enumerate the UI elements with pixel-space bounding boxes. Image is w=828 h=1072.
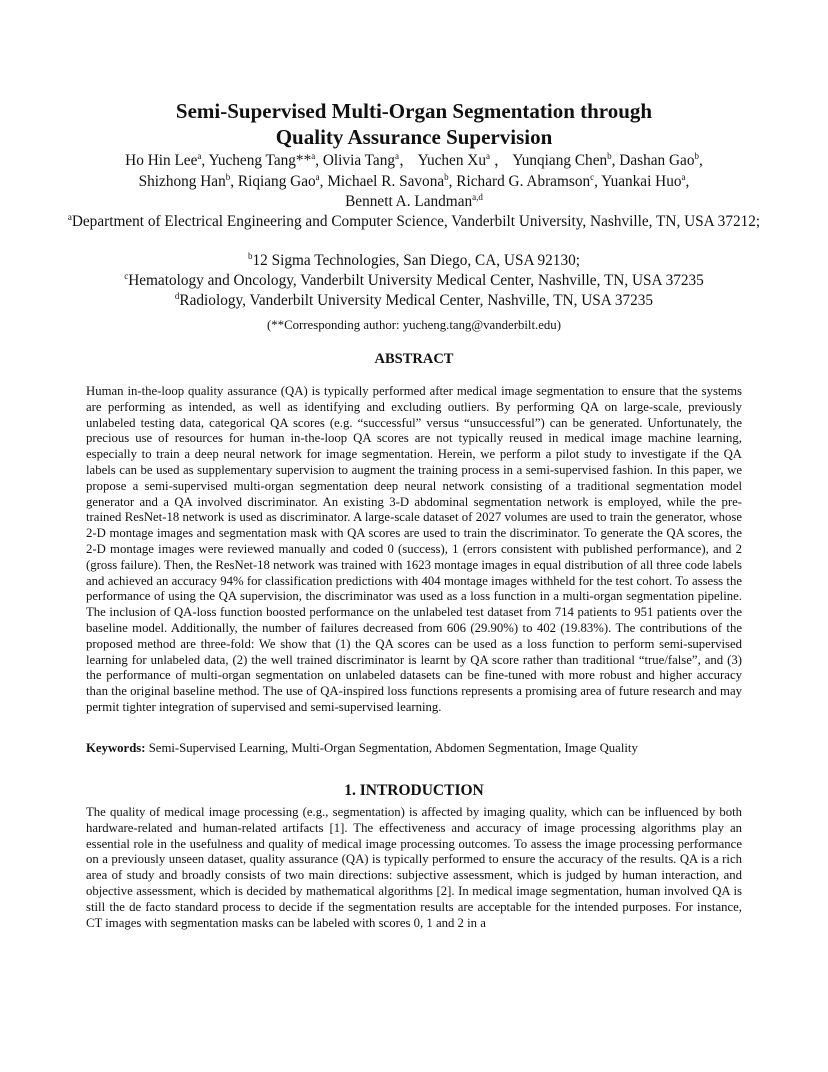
- author: Olivia Tang$^a$，: [322, 150, 418, 169]
- keywords-list: Semi-Supervised Learning, Multi-Organ Segmentation, Abdomen Segmentation, Image Quality: [148, 741, 638, 755]
- affiliation-c: $^c$Hematology and Oncology, Vanderbilt University Medical Center, Nashville, TN, USA 37235: [124, 270, 704, 289]
- keywords: [86, 741, 742, 756]
- introduction-body: The quality of medical image processing (e.g., segmentation) is affected by imaging quality, which can be influenced by both hardware-related and human-related artifacts [1]. The effectiveness and accuracy of image processing algorithms play an essential role in the usefulness and quality of medical image processing outcomes. To assess the image processing performance on a previously unseen dataset, quality assurance (QA) is typically performed to ensure the accuracy of the results. QA is a rich area of study and broadly consists of two main directions: subjective assessment, which is judged by human interaction, and objective assessment, which is decided by mathematical algorithms [2]. In medical image segmentation, human involved QA is still the de facto standard process to decide if the segmentation results are acceptable for the intended purposes. For instance, CT images with segmentation masks can be labeled with scores 0, 1 and 2 in a: [86, 805, 742, 930]
- author: Bennett A. Landman$^{a,d}$: [345, 191, 483, 210]
- abstract-body: Human in-the-loop quality assurance (QA) is typically performed after medical image segmentation to ensure that the systems are performing as intended, as well as identifying and excluding outliers. By performing QA on large-scale, previously unlabeled testing data, categorical QA scores (e.g. “successful” versus “unsuccessful”) can be generated. Unfortunately, the precious use of resources for human in-the-loop QA scores are not typically reused in medical image machine learning, especially to train a deep neural network for image segmentation. Herein, we perform a pilot study to investigate if the QA labels can be used as supplementary supervision to augment the training process in a semi-supervised fashion. In this paper, we propose a semi-supervised multi-organ segmentation deep neural network consisting of a traditional segmentation model generator and a QA involved discriminator. An existing 3-D abdominal segmentation network is employed, while the pre-trained ResNet-18 network is used as discriminator. A large-scale dataset of 2027 volumes are used to train the generator, whose 2-D montage images and segmentation mask with QA scores are used to train the discriminator. To generate the QA scores, the 2-D montage images were reviewed manually and coded 0 (success), 1 (errors consistent with published performance), and 2 (gross failure). Then, the ResNet-18 network was trained with 1623 montage images in equal distribution of all three code labels and achieved an accuracy 94% for classification predictions with 404 montage images withheld for the test cohort. To assess the performance of using the QA supervision, the discriminator was used as a loss function in a multi-organ segmentation pipeline. The inclusion of QA-loss function boosted performance on the unlabeled test dataset from 714 patients to 951 patients over the baseline model. Additionally, the number of failures decreased from 606 (29.90%) to 402 (19.83%). The contributions of the proposed method are three-fold: We show that (1) the QA scores can be used as a loss function to perform semi-supervised learning for unlabeled data, (2) the well trained discriminator is learnt by QA score rather than traditional “true/false”, and (3) the performance of multi-organ segmentation on unlabeled datasets can be fine-tuned with more robust and higher accuracy than the original baseline method. The use of QA-inspired loss functions represents a promising area of future research and may permit tighter integration of supervised and semi-supervised learning.: [86, 384, 742, 714]
- paper-title-line-1: Semi-Supervised Multi-Organ Segmentation through: [175, 99, 653, 123]
- author: Yuchen Xu$^a$ ，: [417, 150, 513, 169]
- author: Michael R. Savona$^b$,: [327, 171, 457, 190]
- author: Richard G. Abramson$^c$,: [456, 171, 602, 190]
- affiliation-a: $^a$Department of Electrical Engineering and Computer Science, Vanderbilt University, Nashville, TN, USA 37212;: [67, 211, 761, 230]
- affiliation-d: $^d$Radiology, Vanderbilt University Medical Center, Nashville, TN, USA 37235: [174, 290, 654, 309]
- paper-title-line-2: Quality Assurance Supervision: [275, 125, 553, 149]
- affiliation-b: $^b$12 Sigma Technologies, San Diego, CA, USA 92130;: [247, 250, 581, 269]
- author-line-1: [60, 151, 768, 172]
- abstract-heading: ABSTRACT: [374, 351, 454, 367]
- corresponding-author: (**Corresponding author: yucheng.tang@vanderbilt.edu): [267, 318, 561, 332]
- author: Yucheng Tang**$^a$,: [208, 150, 323, 169]
- author: Yunqiang Chen$^b$,: [512, 150, 620, 169]
- author: Ho Hin Lee$^a$,: [125, 150, 209, 169]
- author: Shizhong Han$^b$,: [138, 171, 238, 190]
- author: Yuankai Huo$^a$,: [601, 171, 690, 190]
- author-line-2: [60, 172, 768, 193]
- author-line-3: [60, 192, 768, 213]
- author: Riqiang Gao$^a$,: [237, 171, 328, 190]
- author: Dashan Gao$^b$,: [619, 150, 703, 169]
- section-heading-introduction: 1. INTRODUCTION: [344, 782, 484, 799]
- keywords-label: Keywords:: [86, 741, 146, 755]
